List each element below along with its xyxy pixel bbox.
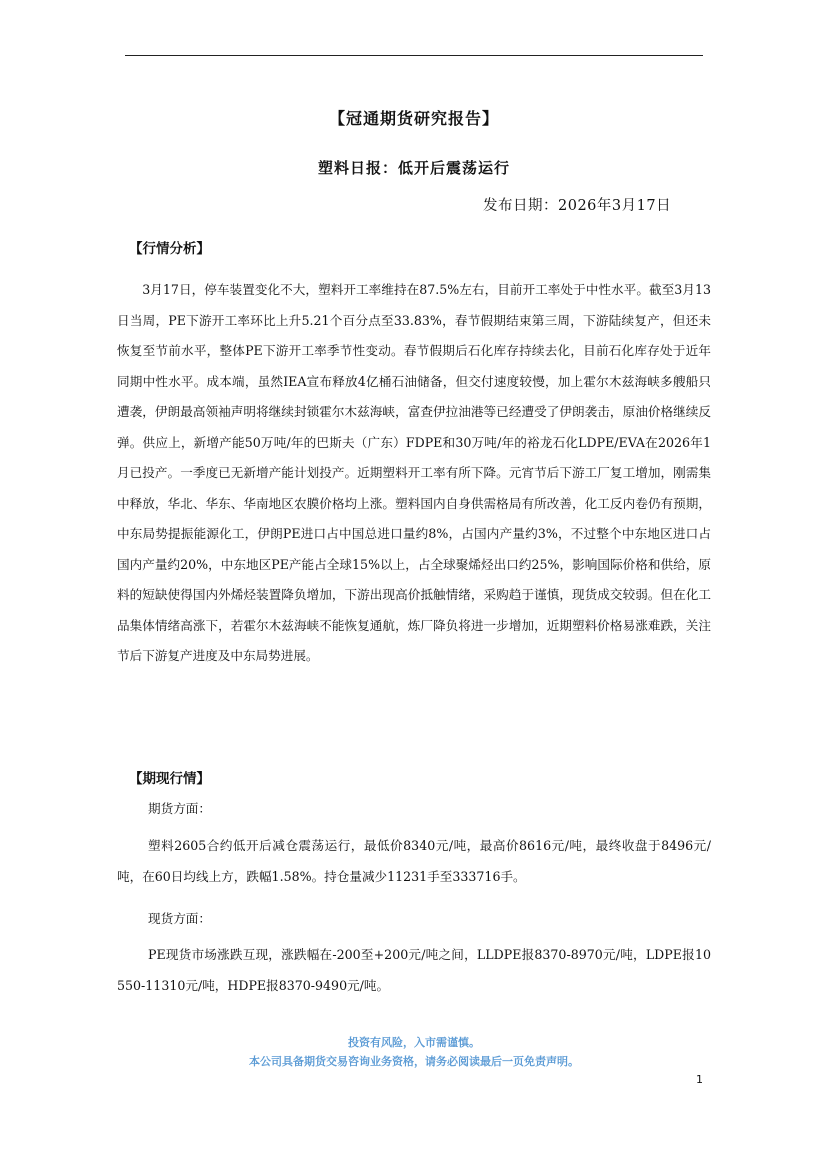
publish-date: 发布日期：2026年3月17日 (483, 198, 672, 214)
report-title: 【冠通期货研究报告】 (328, 109, 499, 128)
spot-paragraph: PE现货市场涨跌互现，涨跌幅在-200至+200元/吨之间，LLDPE报8370-8970元/吨，LDPE报10550-11310元/吨，HDPE报8370-9490元/吨。 (117, 947, 711, 993)
market-heading: 【期现行情】 (129, 771, 210, 787)
header-rule (125, 55, 703, 56)
analysis-heading: 【行情分析】 (129, 241, 210, 257)
futures-label: 期货方面： (148, 801, 211, 816)
page-number: 1 (696, 1073, 703, 1086)
risk-disclaimer: 投资有风险，入市需谨慎。 (348, 1036, 480, 1049)
qualification-disclaimer: 本公司具备期货交易咨询业务资格，请务必阅读最后一页免责声明。 (249, 1055, 579, 1068)
analysis-paragraph: 3月17日，停车装置变化不大，塑料开工率维持在87.5%左右，目前开工率处于中性水平。截至3月13日当周，PE下游开工率环比上升5.21个百分点至33.83%，春节假期结束第三周，下游陆续复产，但还未恢复至节前水平，整体PE下游开工率季节性变动。春节假期后石化库存持续去化，目前石化库存处于近年同期中性水平。成本端，虽然IEA宣布释放4亿桶石油储备，但交付速度较慢，加上霍尔木兹海峡多艘船只遭袭，伊朗最高领袖声明将继续封锁霍尔木兹海峡，富查伊拉油港等已经遭受了伊朗袭击，原油价格继续反弹。供应上，新增产能50万吨/年的巴斯夫（广东）FDPE和30万吨/年的裕龙石化LDPE/EVA在2026年1月已投产。一季度已无新增产能计划投产。近期塑料开工率有所下降。元宵节后下游工厂复工增加，刚需集中释放，华北、华东、华南地区农膜价格均上涨。塑料国内自身供需格局有所改善，化工反内卷仍有预期，中东局势提振能源化工，伊朗PE进口占中国总进口量约8%，占国内产量约3%，不过整个中东地区进口占国内产量约20%，中东地区PE产能占全球15%以上，占全球聚烯烃出口约25%，影响国际价格和供给，原料的短缺使得国内外烯烃装置降负增加，下游出现高价抵触情绪，采购趋于谨慎，现货成交较弱。但在化工品集体情绪高涨下，若霍尔木兹海峡不能恢复通航，炼厂降负将进一步增加，近期塑料价格易涨难跌，关注节后下游复产进度及中东局势进展。 (117, 282, 711, 663)
spot-label: 现货方面： (148, 911, 211, 926)
futures-paragraph: 塑料2605合约低开后减仓震荡运行，最低价8340元/吨，最高价8616元/吨，最终收盘于8496元/吨，在60日均线上方，跌幅1.58%。持仓量减少11231手至333716手。 (117, 838, 711, 884)
report-subtitle: 塑料日报：低开后震荡运行 (317, 159, 510, 177)
